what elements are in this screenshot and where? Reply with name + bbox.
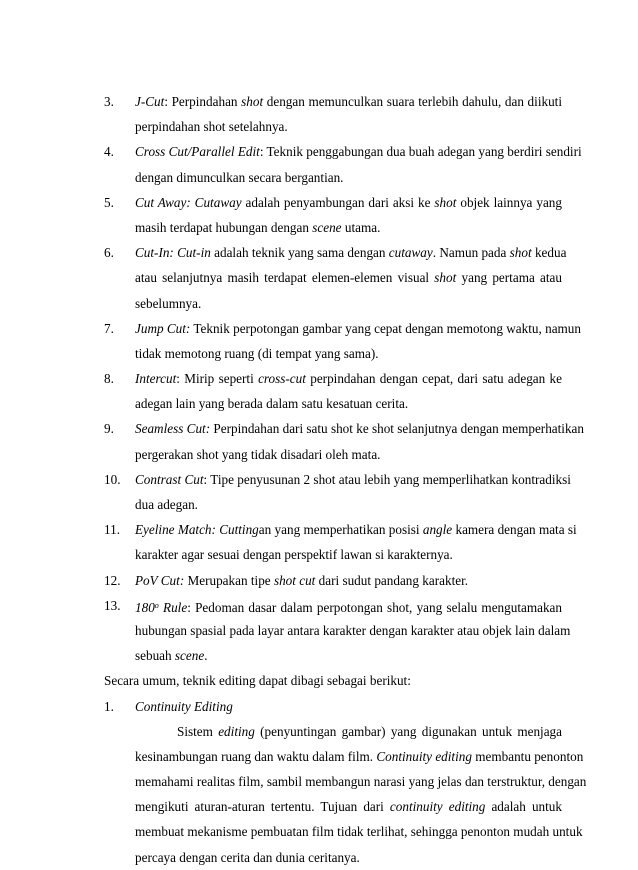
text-run: membuat mekanisme pembuatan film tidak terlihat, sehingga penonton mudah untuk [135,824,583,840]
italic-term: Continuity editing [376,748,472,764]
italic-term: cross-cut [258,371,306,387]
text-line [135,341,562,366]
text-run: yang pertama atau [456,270,562,286]
text-run: mengikuti aturan-aturan tertentu. Tujuan dari [135,799,390,815]
text-run: : Perpindahan [164,94,242,109]
text-run: kedua [531,245,567,261]
italic-term: scene [174,648,205,664]
text-line [135,744,584,769]
italic-term: Cross Cut/Parallel Edit [135,144,260,160]
text-line [135,517,577,542]
list-item [104,517,577,567]
text-run: percaya dengan cerita dan dunia ceritanya. [135,849,360,865]
list-item [104,366,562,416]
text-line [135,114,562,139]
list-item [104,593,571,669]
text-run: an yang memperhatikan posisi [258,522,423,538]
text-run: : Mirip seperti [176,371,259,387]
text-run: Perpindahan dari satu shot ke shot selanjutnya dengan memperhatikan [210,421,585,437]
text-run: memahami realitas film, sambil membangun narasi yang jelas dan terstruktur, dengan [135,774,587,790]
text-line [135,542,562,567]
text-line [135,190,562,215]
italic-term: cutaway [388,245,433,261]
italic-term: Seamless Cut: [135,421,211,437]
text-run: perpindahan dengan cepat, dari satu adegan ke [305,371,562,387]
list-number: 6. [104,245,114,261]
list-number: 5. [104,194,114,210]
text-run: adalah penyambungan dari aksi ke [241,194,435,210]
text-line [135,769,587,794]
text-run: perpindahan shot setelahnya. [135,119,288,135]
text-line [135,165,562,190]
italic-term: Cut Away: Cutaway [135,194,242,210]
text-run: Teknik perpotongan gambar yang cepat dengan memotong waktu, namun [190,320,581,336]
text-run: pergerakan shot yang tidak disadari oleh mata. [135,446,381,462]
italic-term: shot [509,245,532,261]
list-number: 13. [104,597,121,613]
text-run: : Teknik penggabungan dua buah adegan yang berdiri sendiri [259,144,582,160]
list-item [104,89,562,139]
text-line [135,794,562,819]
text-run: . [204,648,208,664]
italic-term: continuity editing [389,799,486,815]
text-run: membantu penonton [471,748,584,764]
list-number: 3. [104,94,114,109]
text-run: kesinambungan ruang dan waktu dalam film. [135,748,377,764]
text-run: utama. [341,219,381,235]
italic-term: shot cut [273,572,316,588]
text-line [135,593,562,618]
text-line [135,316,581,341]
italic-term: 180 [135,599,155,615]
text-line [135,643,562,668]
text-run: kamera dengan mata si [452,522,577,538]
text-run: dengan memunculkan suara terlebih dahulu, dan diikuti [263,94,562,109]
text-run: karakter agar sesuai dengan perspektif lawan si karakternya. [135,547,453,563]
text-run: adegan lain yang berada dalam satu kesatuan cerita. [135,396,409,412]
text-line [135,215,562,240]
italic-term: shot [434,194,457,210]
text-line [135,139,582,164]
list-number: 4. [104,144,114,160]
text-line [135,291,562,316]
list-item [104,190,562,240]
list-item [104,467,571,517]
italic-term: shot [241,94,264,109]
text-line [135,568,562,593]
text-run: tidak memotong ruang (di tempat yang sama). [135,345,379,361]
italic-term: scene [312,219,342,235]
section-title: Continuity Editing [135,698,233,714]
list-number: 10. [104,471,121,487]
text-run: Merupakan tipe [184,572,274,588]
list-number: 8. [104,371,114,387]
italic-term: Contrast Cut [135,471,204,487]
text-run: sebuah [135,648,175,664]
text-run: adalah teknik yang sama dengan [210,245,389,261]
text-run: . Namun pada [432,245,510,261]
list-number: 9. [104,421,114,437]
text-run: dari sudut pandang karakter. [315,572,469,588]
text-line [135,819,583,844]
section-continuity-editing [104,694,587,870]
text-run: : Tipe penyusunan 2 shot atau lebih yang memperlihatkan kontradiksi [203,471,571,487]
text-run: (penyuntingan gambar) yang digunakan untuk menjaga [254,723,562,739]
text-run: dua adegan. [135,497,198,512]
italic-term: Cut-In: Cut-in [135,245,211,261]
text-run: adalah untuk [485,799,562,815]
list-number: 11. [104,522,120,538]
text-line [135,492,562,517]
list-item [104,139,582,189]
list-number: 12. [104,572,121,588]
italic-term: o [154,600,159,610]
text-line [135,719,562,744]
text-line [135,89,562,114]
italic-term: Intercut [135,371,177,387]
list-item [104,568,562,593]
italic-term: Jump Cut: [135,320,191,336]
text-line [135,391,562,416]
text-run: : Pedoman dasar dalam perpotongan shot, yang selalu mengutamakan [187,599,562,615]
text-line [135,467,571,492]
document-body [104,89,587,870]
italic-term: angle [422,522,453,538]
list-item [104,416,585,466]
text-line [135,366,562,391]
text-run: objek lainnya yang [456,194,562,210]
text-line [135,845,562,870]
italic-term: shot [434,270,457,286]
text-line [135,618,571,643]
text-run: masih terdapat hubungan dengan [135,219,313,235]
text-run: sebelumnya. [135,295,202,311]
list-item [104,240,567,316]
text-line [135,240,567,265]
text-line [135,442,562,467]
text-line [135,416,585,441]
italic-term: PoV Cut: [135,572,185,588]
list-item [104,316,581,366]
text-run: hubungan spasial pada layar antara karakter dengan karakter atau objek lain dalam [135,622,571,638]
text-run: Sistem [177,723,219,739]
list-number: 7. [104,320,114,336]
text-line [135,265,562,290]
intro-paragraph: Secara umum, teknik editing dapat dibagi sebagai berikut: [104,673,411,689]
italic-term: Rule [158,599,188,615]
italic-term: J-Cut [135,94,165,109]
section-number: 1. [104,698,114,714]
text-run: atau selanjutnya masih terdapat elemen-elemen visual [135,270,435,286]
italic-term: Eyeline Match: Cutting [135,522,259,538]
italic-term: editing [218,723,255,739]
text-run: dengan dimunculkan secara bergantian. [135,169,344,185]
